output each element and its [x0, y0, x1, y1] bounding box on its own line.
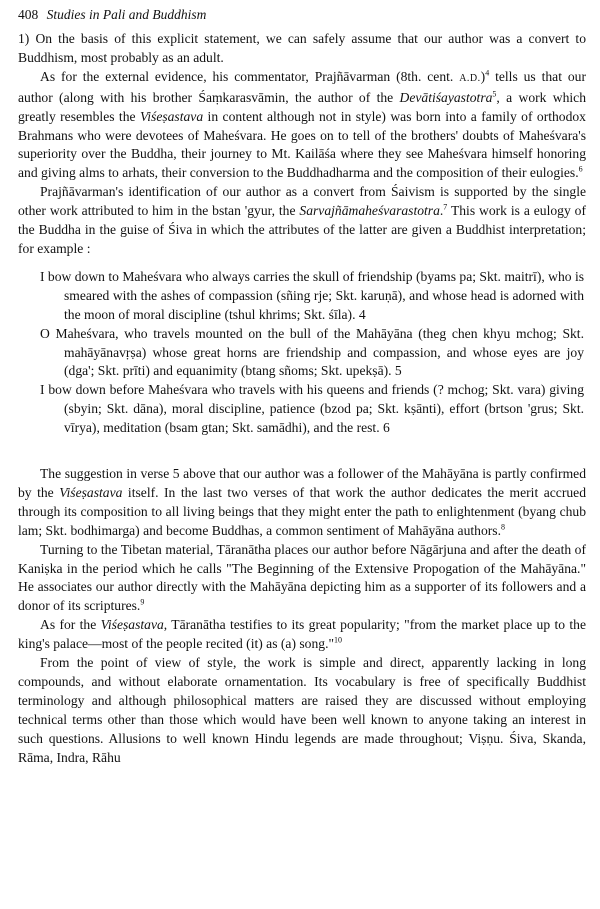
footnote-ref-4: 4	[485, 68, 490, 78]
paragraph-2: As for the external evidence, his commentator, Prajñāvarman (8th. cent. A.D.)$^4$ tells us that our author (along with his brother Śaṃkarasvāmin, the author of the Devātiśayastotra$^5$, a work which greatly resembles the Viśeṣastava in content although not in style) was born into a family of orthodox Brahmans who were devotees of Maheśvara. He goes on to tell of the brothers' doubts of Maheśvara's superiority over the Buddha, their journey to Mt. Kailāśa where they see Maheśvara himself honoring and giving alms to arhats, their conversion to the Buddhadharma and the composition of their eulogies.$^6$	[18, 68, 586, 181]
footnote-ref-8: 8	[500, 522, 505, 532]
footnote-ref-5: 5	[492, 89, 497, 99]
running-header	[18, 6, 586, 24]
footnote-ref-6: 6	[578, 164, 583, 174]
paragraph-1: 1) On the basis of this explicit statement, we can safely assume that our author was a convert to Buddhism, most probably as an adult.	[18, 31, 586, 65]
work-title: Viśeṣastava	[100, 617, 164, 633]
footnote-ref-9: 9	[140, 597, 145, 607]
footnote-ref-7: 7	[443, 202, 448, 212]
quote-verse-5: O Maheśvara, who travels mounted on the bull of the Mahāyāna (theg chen khyu mchog; Skt. mahāyānavṛṣa) whose great horns are friendship and compassion, and whose eyes are joy (dga'; Skt. prīti) and equanimity (btang sñoms; Skt. upekṣā). 5	[40, 325, 584, 379]
work-title: Sarvajñāmaheśvarastotra	[299, 203, 440, 219]
paragraph-4: The suggestion in verse 5 above that our author was a follower of the Mahāyāna is partly confirmed by the Viśeṣastava itself. In the last two verses of that work the author dedicates the merit accrued through its composition to all living beings that they might enter the path to enlightenment (byang chub lam; Skt. bodhimarga) and become Buddhas, a common sentiment of Mahāyāna authors.$^8$	[18, 466, 587, 538]
quote-verse-4: I bow down to Maheśvara who always carries the skull of friendship (byams pa; Skt. maitrī), who is smeared with the ashes of compassion (sñing rje; Skt. karuṇā), and whose head is adorned with the moon of moral discipline (tshul khrims; Skt. śīla). 4	[40, 268, 585, 322]
block-quote	[18, 268, 586, 438]
paragraph-6: As for the Viśeṣastava, Tāranātha testifies to its great popularity; "from the market place up to the king's palace—most of the people recited (it) as (a) song."$^{10}$	[18, 617, 586, 652]
era-abbreviation: A.D.	[459, 72, 481, 84]
footnote-ref-10: 10	[334, 635, 343, 645]
paragraph-7: From the point of view of style, the work is simple and direct, apparently lacking in long compounds, and without elaborate ornamentation. Its vocabulary is free of specifically Buddhist terminology and although philosophical matters are raised they are discussed without employing technical terms other than those which would have been well known to anyone taking an interest in such questions. Allusions to well known Hindu legends are made throughout; Viṣṇu. Śiva, Skanda, Rāma, Indra, Rāhu	[18, 655, 586, 765]
work-title: Viśeṣastava	[139, 108, 204, 124]
paragraph-3: Prajñāvarman's identification of our author as a convert from Śaivism is supported by the single other work attributed to him in the bstan 'gyur, the Sarvajñāmaheśvarastotra.$^7$ This work is a eulogy of the Buddha in the guise of Śiva in which the attributes of the latter are given a Buddhist interpretation; for example :	[18, 184, 586, 256]
quote-verse-6: I bow down before Maheśvara who travels with his queens and friends (? mchog; Skt. vara) giving (sbyin; Skt. dāna), moral discipline, patience (bzod pa; Skt. kṣānti), effort (brtson 'grus; Skt. vīrya), meditation (bsam gtan; Skt. samādhi), and the rest. 6	[40, 382, 584, 436]
running-title: Studies in Pali and Buddhism	[46, 7, 207, 22]
paragraph-5: Turning to the Tibetan material, Tāranātha places our author before Nāgārjuna and after the death of Kaniṣka in the period which he calls "The Beginning of the Extensive Propogation of the Mahāyāna." He associates our author directly with the Mahāyāna depicting him as a supporter of its followers and a donor of its scriptures.$^9$	[18, 541, 586, 614]
work-title: Devātiśayastotra	[399, 89, 493, 105]
work-title: Viśeṣastava	[59, 484, 123, 500]
page-number: 408	[18, 7, 39, 22]
